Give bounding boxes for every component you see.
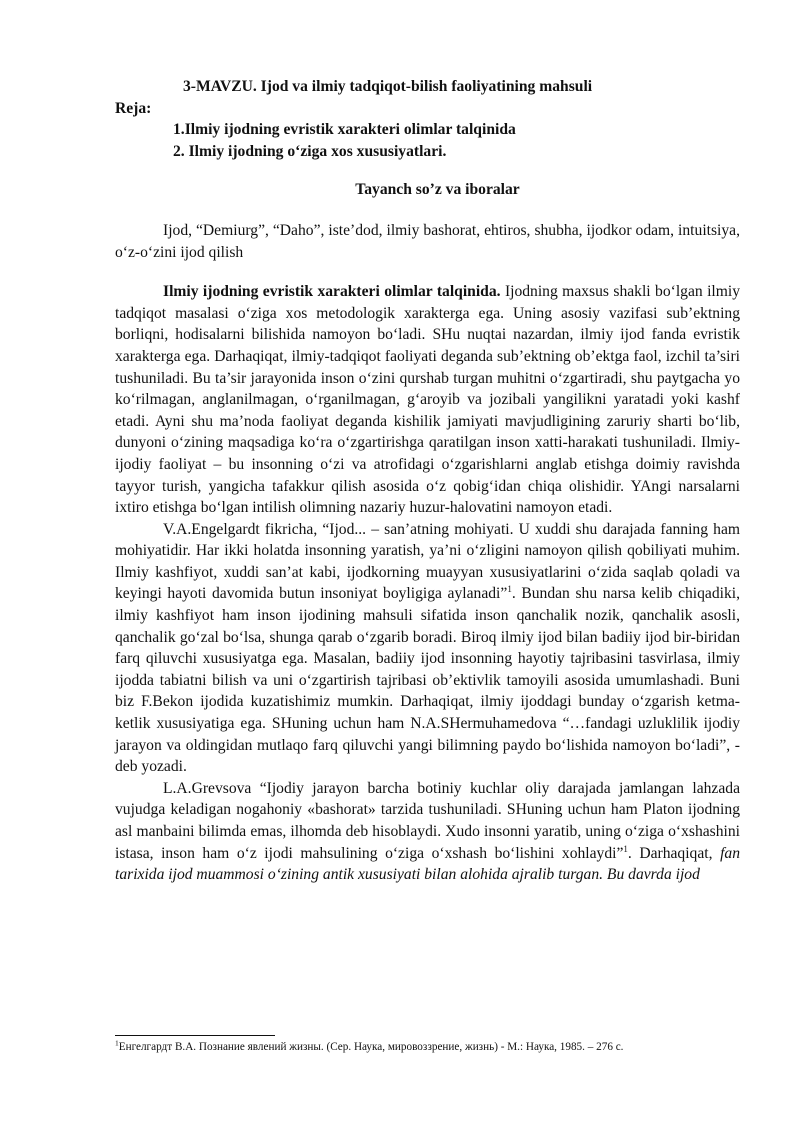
- footnote-ref[interactable]: 1: [507, 584, 512, 595]
- para3-text-before: L.A.Grevsova “Ijodiy jarayon barcha botiniy kuchlar oliy darajada jamlangan lahzada vujudga keladigan nogahoniy «bashorat» tarzida tushuniladi. SHuning uchun ham Platon ijodning asl manbaini bilimda emas, ilhomda deb hisoblaydi. Xudo insonni yaratib, uning o‘ziga o‘xshashini istasa, inson ham o‘z ijodi mahsulining o‘ziga o‘xshash bo‘lishini xohlaydi”: [115, 779, 740, 862]
- section1-text: Ijodning maxsus shakli bo‘lgan ilmiy tadqiqot masalasi o‘ziga xos metodologik xarakterga ega. Uning asosiy vazifasi sub’ektning borliqni, hodisalarni bilishida namoyon bo‘ladi. SHu nuqtai nazardan, ilmiy ijod fanda evristik xarakterga ega. Darhaqiqat, ilmiy-tadqiqot faoliyati deganda sub’ektning ob’ektga faol, izchil ta’siri tushuniladi. Bu ta’sir jarayonida inson o‘zini qurshab turgan muhitni o‘zgartiradi, shu paytgacha yo ko‘rilmagan, anglanilmagan, o‘rganilmagan, g‘aroyib va jozibali yangilikni yaratadi yoki kashf etadi. Ayni shu ma’noda faoliyat deganda kishilik jamiyati mavjudligining zaruriy sharti bo‘lib, dunyoni o‘zining maqsadiga ko‘ra o‘zgartirishga qaratilgan inson xatti-harakati tushuniladi. Ilmiy-ijodiy faoliyat – bu insonning o‘zi va atrofidagi o‘zgarishlarni anglab etishga doimiy ravishda tayyor turish, yangicha tafakkur qilish asosida o‘z qobig‘idan chiqa olishidir. YAngi narsalarni ixtiro etishga bo‘lgan intilish olimning nazariy huzur-halovatini namoyon etadi.: [115, 283, 740, 517]
- keywords-text: Ijod, “Demiurg”, “Daho”, iste’dod, ilmiy bashorat, ehtiros, shubha, ijodkor odam, intuitsiya, o‘z-o‘zini ijod qilish: [115, 221, 740, 261]
- keywords-heading: Tayanch so’z va iboralar: [355, 181, 520, 199]
- footnote-mark: 1: [115, 1038, 119, 1048]
- document-page: [115, 76, 740, 886]
- para3-text-mid: . Darhaqiqat,: [627, 844, 721, 862]
- topic-title: 3-MAVZU. Ijod va ilmiy tadqiqot-bilish faoliyatining mahsuli: [183, 78, 593, 95]
- footnote-divider: [115, 1035, 275, 1036]
- para2-text-after: . Bundan shu narsa kelib chiqadiki, ilmiy kashfiyot ham inson ijodining mahsuli sifatida inson qanchalik nozik, qanchalik asosli, qanchalik go‘zal bo‘lsa, shunga qarab o‘zgarib boradi. Biroq ilmiy ijod bilan badiiy ijod bir-biridan farq qiluvchi xususiyatga ega. Masalan, badiiy ijod insonning hayotiy tajribasini tasvirlasa, ilmiy ijodda tabiatni bilish va uni o‘zgartirish tajribasi ob’ektivlik tamoyili asosida umumlashadi. Buni biz F.Bekon ijodida kuzatishimiz mumkin. Darhaqiqat, ilmiy ijoddagi bunday o‘zgarish ketma-ketlik xususiyatiga ega. SHuning uchun ham N.A.SHermuhamedova “…fandagi uzluklilik ijodiy jarayon va oldingidan mutlaqo farq qiluvchi yangi bilimning paydo bo‘lishida namoyon bo‘ladi”, - deb yozadi.: [115, 585, 740, 776]
- plan-item: 1.Ilmiy ijodning evristik xarakteri olimlar talqinida: [173, 121, 516, 139]
- section1-heading: Ilmiy ijodning evristik xarakteri olimlar talqinida.: [163, 283, 501, 301]
- footnote-ref[interactable]: 1: [623, 843, 628, 854]
- footnote: [115, 1040, 740, 1055]
- engelgardt-paragraph: [115, 519, 740, 778]
- plan-label: Reja:: [115, 99, 152, 117]
- footnote-text: Енгелгардт В.А. Познание явлений жизны. (Сер. Наука, мировоззрение, жизнь) - М.: Наука, 1985. – 276 с.: [118, 1041, 624, 1053]
- para2-text-before: V.A.Engelgardt fikricha, “Ijod... – san’atning mohiyati. U xuddi shu darajada fanning ham mohiyatidir. Har ikki holatda insonning yaratish, ya’ni o‘zligini namoyon qilish qobiliyati muhim. Ilmiy kashfiyot, xuddi san’at kabi, ijodkorning muayyan xususiyatlarini o‘zida saqlab qoladi va keyingi hayoti davomida butun insoniyat boyligiga aylanadi”: [115, 520, 740, 603]
- plan-item: 2. Ilmiy ijodning o‘ziga xos xususiyatlari.: [173, 142, 447, 160]
- grevsova-paragraph: [115, 778, 740, 886]
- section1-paragraph: [115, 281, 740, 519]
- para3-italic: fan tarixida ijod muammosi o‘zining antik xususiyati bilan alohida ajralib turgan. Bu davrda ijod: [115, 844, 740, 884]
